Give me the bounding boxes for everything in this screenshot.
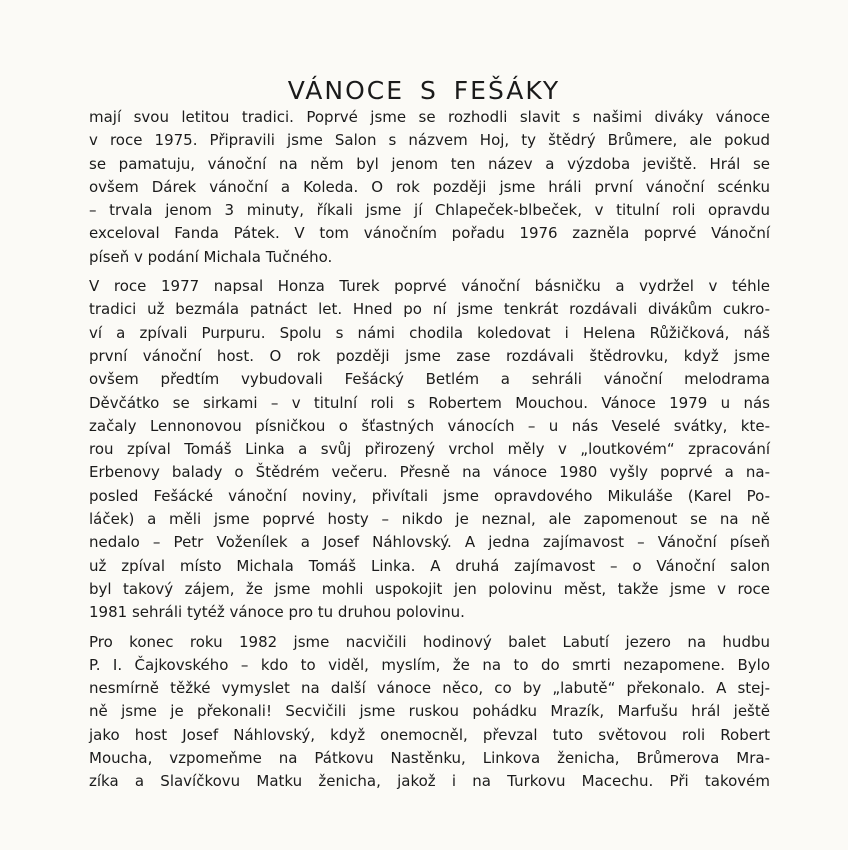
paragraph-3	[89, 631, 770, 794]
text-line: V roce 1977 napsal Honza Turek poprvé vánoční básničku a vydržel v téhle	[89, 277, 770, 296]
paragraph-2	[89, 275, 770, 624]
text-line: nedalo – Petr Voženílek a Josef Náhlovský. A jedna zajímavost – Vánoční píseň	[89, 533, 770, 552]
text-line: exceloval Fanda Pátek. V tom vánočním pořadu 1976 zazněla poprvé Vánoční	[89, 224, 770, 243]
text-line: mají svou letitou tradici. Poprvé jsme se rozhodli slavit s našimi diváky vánoce	[89, 108, 770, 126]
text-line: posled Fešácké vánoční noviny, přivítali jsme opravdového Mikuláše (Karel Po-	[89, 486, 770, 505]
text-line: ví a zpívali Purpuru. Spolu s námi chodila koledovat i Helena Růžičková, náš	[89, 323, 770, 342]
text-line: první vánoční host. O rok později jsme zase rozdávali štědrovku, když jsme	[89, 346, 770, 365]
text-line: začaly Lennonovou písničkou o šťastných vánocích – u nás Veselé svátky, kte-	[89, 416, 770, 435]
text-line: – trvala jenom 3 minuty, říkali jsme jí Chlapeček-blbeček, v titulní roli opravdu	[89, 201, 770, 220]
text-line: ovšem předtím vybudovali Fešácký Betlém a sehráli vánoční melodrama	[89, 370, 770, 389]
text-line: Pro konec roku 1982 jsme nacvičili hodinový balet Labutí jezero na hudbu	[89, 632, 770, 651]
text-line: ovšem Dárek vánoční a Koleda. O rok později jsme hráli první vánoční scénku	[89, 177, 770, 196]
text-line: už zpíval místo Michala Tomáš Linka. A druhá zajímavost – o Vánoční salon	[89, 556, 770, 575]
text-line: Erbenovy balady o Štědrém večeru. Přesně na vánoce 1980 vyšly poprvé a na-	[89, 463, 770, 482]
text-line: v roce 1975. Připravili jsme Salon s názvem Hoj, ty štědrý Brůmere, ale pokud	[89, 131, 770, 150]
text-line: se pamatuju, vánoční na něm byl jenom ten název a výzdoba jeviště. Hrál se	[89, 154, 770, 173]
article-body	[89, 106, 770, 800]
text-line: jako host Josef Náhlovský, když onemocněl, převzal tuto světovou roli Robert	[89, 725, 770, 744]
text-line: byl takový zájem, že jsme mohli uspokojit jen polovinu měst, takže jsme v roce	[89, 579, 770, 598]
text-line: 1981 sehráli tytéž vánoce pro tu druhou polovinu.	[89, 603, 465, 622]
text-line: P. I. Čajkovského – kdo to viděl, myslím, že na to do smrti nezapomene. Bylo	[89, 655, 770, 674]
text-line: Děvčátko se sirkami – v titulní roli s Robertem Mouchou. Vánoce 1979 u nás	[89, 393, 770, 412]
text-line: ně jsme je překonali! Secvičili jsme ruskou pohádku Mrazík, Marfušu hrál ještě	[89, 702, 770, 721]
text-line: tradici už bezmála patnáct let. Hned po ní jsme tenkrát rozdávali divákům cukro-	[89, 300, 770, 319]
text-line: nesmírně těžké vymyslet na další vánoce něco, co by „labutě“ překonalo. A stej-	[89, 679, 770, 698]
paragraph-1	[89, 106, 770, 269]
text-line: zíka a Slavíčkovu Matku ženicha, jakož i na Turkovu Macechu. Při takovém	[89, 772, 770, 791]
text-line: rou zpíval Tomáš Linka a svůj přirozený vrchol měly v „loutkovém“ zpracování	[89, 440, 770, 459]
text-line: Moucha, vzpomeňme na Pátkovu Nastěnku, Linkova ženicha, Brůmerova Mra-	[89, 749, 770, 768]
page-title: VÁNOCE S FEŠÁKY	[287, 76, 561, 105]
text-line: píseň v podání Michala Tučného.	[89, 247, 333, 266]
text-line: láček) a měli jsme poprvé hosty – nikdo je neznal, ale zapomenout se na ně	[89, 510, 770, 529]
